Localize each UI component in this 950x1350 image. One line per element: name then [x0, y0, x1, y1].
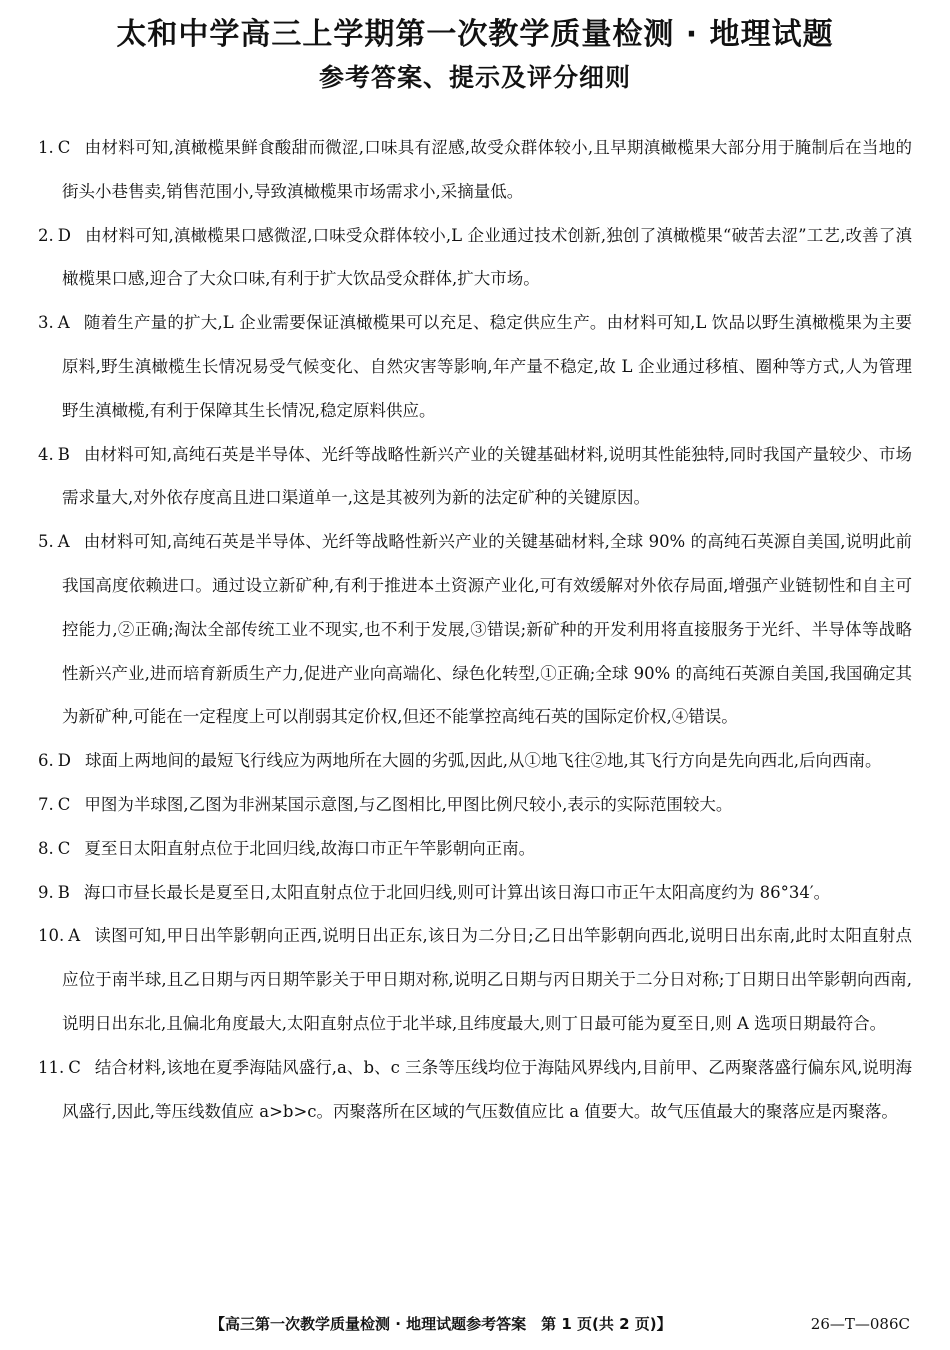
answer-item-11	[38, 1046, 912, 1134]
answer-item-9	[38, 871, 912, 915]
question-number: 3.	[38, 313, 54, 333]
answer-item-4	[38, 433, 912, 521]
answer-choice: A	[57, 313, 70, 333]
answer-item-7	[38, 783, 912, 827]
question-number: 10.	[38, 926, 65, 946]
answer-choice: C	[57, 794, 71, 814]
answer-item-8	[38, 827, 912, 871]
page-title: 太和中学高三上学期第一次教学质量检测 · 地理试题	[116, 17, 834, 52]
answer-explanation: 甲图为半球图,乙图为非洲某国示意图,与乙图相比,甲图比例尺较小,表示的实际范围较大。	[84, 794, 733, 814]
page-subtitle: 参考答案、提示及评分细则	[318, 63, 631, 92]
answer-choice: C	[57, 838, 71, 858]
question-number: 7.	[38, 794, 54, 814]
answer-item-3	[38, 301, 912, 432]
footer-code: 26—T—086C	[810, 1315, 910, 1333]
answer-explanation: 由材料可知,滇橄榄果鲜食酸甜而微涩,口味具有涩感,故受众群体较小,且早期滇橄榄果大部分用于腌制后在当地的街头小巷售卖,销售范围小,导致滇橄榄果市场需求小,采摘量低。	[62, 138, 912, 201]
question-number: 11.	[38, 1057, 65, 1077]
answer-item-1	[38, 126, 912, 214]
answer-explanation: 结合材料,该地在夏季海陆风盛行,a、b、c 三条等压线均位于海陆风界线内,目前甲、乙两聚落盛行偏东风,说明海风盛行,因此,等压线数值应 a>b>c。丙聚落所在区域的气压数值应比 a 值要大。故气压值最大的聚落应是丙聚落。	[62, 1057, 912, 1121]
answer-list	[38, 126, 912, 1133]
answer-item-2	[38, 214, 912, 302]
answer-choice: B	[57, 444, 70, 464]
answer-explanation: 由材料可知,高纯石英是半导体、光纤等战略性新兴产业的关键基础材料,说明其性能独特,同时我国产量较少、市场需求量大,对外依存度高且进口渠道单一,这是其被列为新的法定矿种的关键原因。	[62, 444, 912, 508]
footer-page-info: 【高三第一次教学质量检测 · 地理试题参考答案 第 1 页(共 2 页)】	[210, 1315, 672, 1333]
answer-explanation: 随着生产量的扩大,L 企业需要保证滇橄榄果可以充足、稳定供应生产。由材料可知,L 饮品以野生滇橄榄果为主要原料,野生滇橄榄生长情况易受气候变化、自然灾害等影响,年产量不稳定,故 L 企业通过移植、圈种等方式,人为管理野生滇橄榄,有利于保障其生长情况,稳定原料供应。	[62, 313, 912, 420]
answer-explanation: 海口市昼长最长是夏至日,太阳直射点位于北回归线,则可计算出该日海口市正午太阳高度约为 86°34′。	[83, 882, 831, 902]
answer-explanation: 球面上两地间的最短飞行线应为两地所在大圆的劣弧,因此,从①地飞往②地,其飞行方向是先向西北,后向西南。	[84, 751, 882, 771]
answer-choice: A	[68, 926, 81, 946]
answer-explanation: 夏至日太阳直射点位于北回归线,故海口市正午竿影朝向正南。	[84, 838, 536, 858]
answer-explanation: 由材料可知,高纯石英是半导体、光纤等战略性新兴产业的关键基础材料,全球 90% 的高纯石英源自美国,说明此前我国高度依赖进口。通过设立新矿种,有利于推进本土资源产业化,可有效缓解对外依存局面,增强产业链韧性和自主可控能力,②正确;淘汰全部传统工业不现实,也不利于发展,③错误;新矿种的开发利用将直接服务于光纤、半导体等战略性新兴产业,进而培育新质生产力,促进产业向高端化、绿色化转型,①正确;全球 90% 的高纯石英源自美国,我国确定其为新矿种,可能在一定程度上可以削弱其定价权,但还不能掌控高纯石英的国际定价权,④错误。	[62, 532, 912, 727]
question-number: 2.	[38, 225, 54, 245]
answer-item-5	[38, 520, 912, 739]
answer-choice: D	[57, 225, 71, 245]
question-number: 5.	[38, 532, 54, 552]
answer-choice: C	[57, 138, 71, 157]
answer-choice: C	[68, 1057, 81, 1077]
answer-item-6	[38, 739, 912, 783]
answer-explanation: 由材料可知,滇橄榄果口感微涩,口味受众群体较小,L 企业通过技术创新,独创了滇橄榄果“破苦去涩”工艺,改善了滇橄榄果口感,迎合了大众口味,有利于扩大饮品受众群体,扩大市场。	[62, 225, 912, 289]
page-footer	[0, 1312, 950, 1336]
answer-choice: B	[57, 882, 70, 902]
question-number: 8.	[38, 838, 54, 858]
answer-explanation: 读图可知,甲日出竿影朝向正西,说明日出正东,该日为二分日;乙日出竿影朝向西北,说明日出东南,此时太阳直射点应位于南半球,且乙日期与丙日期竿影关于甲日期对称,说明乙日期与丙日期关于二分日对称;丁日期日出竿影朝向西南,说明日出东北,且偏北角度最大,太阳直射点位于北半球,且纬度最大,则丁日最可能为夏至日,则 A 选项日期最符合。	[62, 926, 912, 1033]
answer-item-10	[38, 914, 912, 1045]
question-number: 9.	[38, 882, 54, 902]
question-number: 6.	[38, 751, 54, 771]
answer-choice: A	[57, 532, 70, 552]
question-number: 1.	[38, 138, 54, 157]
answer-choice: D	[57, 751, 71, 771]
question-number: 4.	[38, 444, 54, 464]
